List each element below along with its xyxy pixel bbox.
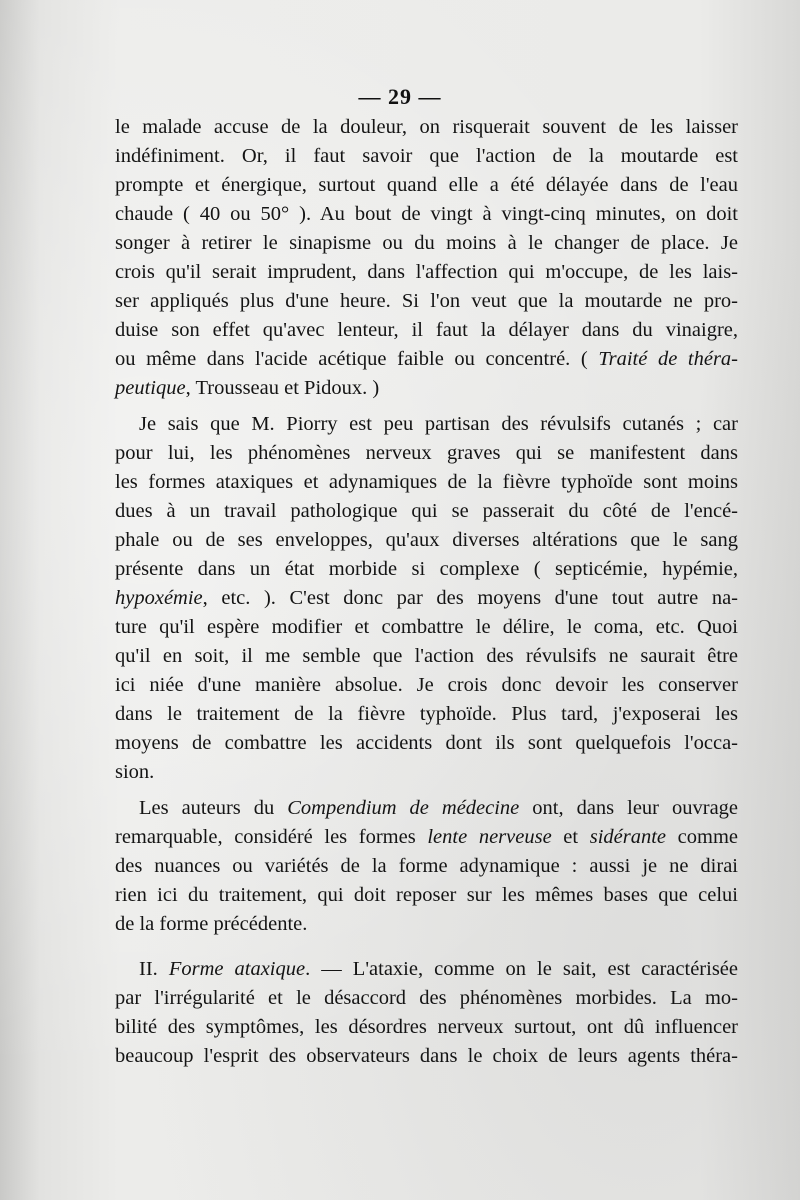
text-line: de la forme précédente.	[115, 913, 308, 935]
text-line	[115, 823, 738, 852]
text-line: ture qu'il espère modifier et combattre le délire, le coma, etc. Quoi	[115, 616, 738, 638]
text-line: moyens de combattre les accidents dont ils sont quelquefois l'occa-	[115, 732, 738, 754]
text-span: Les auteurs du	[139, 797, 288, 819]
paragraph-3	[115, 794, 738, 939]
text-line: phale ou de ses enveloppes, qu'aux diverses altérations que le sang	[115, 529, 738, 551]
text-line: qu'il en soit, il me semble que l'action des révulsifs ne saurait être	[115, 645, 738, 667]
text-span: et	[551, 826, 590, 848]
text-line: rien ici du traitement, qui doit reposer sur les mêmes bases que celui	[115, 884, 738, 906]
text-line	[115, 794, 738, 823]
text-line: le malade accuse de la douleur, on risquerait souvent de les laisser	[115, 116, 738, 138]
italic-term: sidérante	[589, 826, 667, 848]
text-line: indéfiniment. Or, il faut savoir que l'action de la moutarde est	[115, 145, 738, 167]
text-line: présente dans un état morbide si complexe ( septicémie, hypémie,	[115, 558, 738, 580]
text-line: les formes ataxiques et adynamiques de la fièvre typhoïde sont moins	[115, 471, 738, 493]
paragraph-4	[115, 955, 738, 1071]
paragraph-1	[115, 113, 738, 403]
page-number: — 29 —	[358, 84, 442, 109]
text-line: songer à retirer le sinapisme ou du moins à le changer de place. Je	[115, 232, 738, 254]
text-line: par l'irrégularité et le désaccord des phénomènes morbides. La mo-	[115, 987, 738, 1009]
text-line: des nuances ou variétés de la forme adynamique : aussi je ne dirai	[115, 855, 738, 877]
text-span: , etc. ). C'est donc par des moyens d'une tout autre na-	[202, 587, 738, 609]
text-span: II.	[139, 958, 169, 980]
text-line: duise son effet qu'avec lenteur, il faut la délayer dans du vinaigre,	[115, 319, 738, 341]
text-line: ser appliqués plus d'une heure. Si l'on veut que la moutarde ne pro-	[115, 290, 738, 312]
text-span: ou même dans l'acide acétique faible ou concentré. (	[115, 348, 599, 370]
paragraph-2	[115, 410, 738, 787]
text-line: chaude ( 40 ou 50° ). Au bout de vingt à vingt-cinq minutes, on doit	[115, 203, 738, 225]
italic-title: Traité de théra-	[598, 348, 738, 370]
italic-title: peutique	[115, 377, 186, 399]
text-line: Je sais que M. Piorry est peu partisan des révulsifs cutanés ; car	[139, 413, 738, 435]
text-span: comme	[666, 826, 739, 848]
text-span: ont, dans leur ouvrage	[519, 797, 739, 819]
italic-heading: Forme ataxique	[168, 958, 306, 980]
text-span: , Trousseau et Pidoux. )	[185, 377, 380, 399]
text-line: bilité des symptômes, les désordres nerveux surtout, ont dû influencer	[115, 1016, 738, 1038]
text-line: crois qu'il serait imprudent, dans l'affection qui m'occupe, de les lais-	[115, 261, 738, 283]
text-span: . — L'ataxie, comme on le sait, est caractérisée	[305, 958, 739, 980]
italic-term: lente nerveuse	[427, 826, 552, 848]
text-line	[115, 584, 738, 613]
text-line: dues à un travail pathologique qui se passerait du côté de l'encé-	[115, 500, 738, 522]
italic-title: Compendium de médecine	[287, 797, 520, 819]
italic-term: hypoxémie	[115, 587, 203, 609]
body-text	[115, 113, 738, 1071]
text-line	[115, 955, 738, 984]
text-line: dans le traitement de la fièvre typhoïde. Plus tard, j'exposerai les	[115, 703, 738, 725]
text-line: beaucoup l'esprit des observateurs dans le choix de leurs agents théra-	[115, 1045, 738, 1067]
text-line: sion.	[115, 761, 155, 783]
text-line: pour lui, les phénomènes nerveux graves qui se manifestent dans	[115, 442, 738, 464]
text-line	[115, 374, 738, 403]
text-line: prompte et énergique, surtout quand elle a été délayée dans de l'eau	[115, 174, 738, 196]
text-span: remarquable, considéré les formes	[115, 826, 428, 848]
text-line: ici niée d'une manière absolue. Je crois donc devoir les conserver	[115, 674, 738, 696]
text-line	[115, 345, 738, 374]
